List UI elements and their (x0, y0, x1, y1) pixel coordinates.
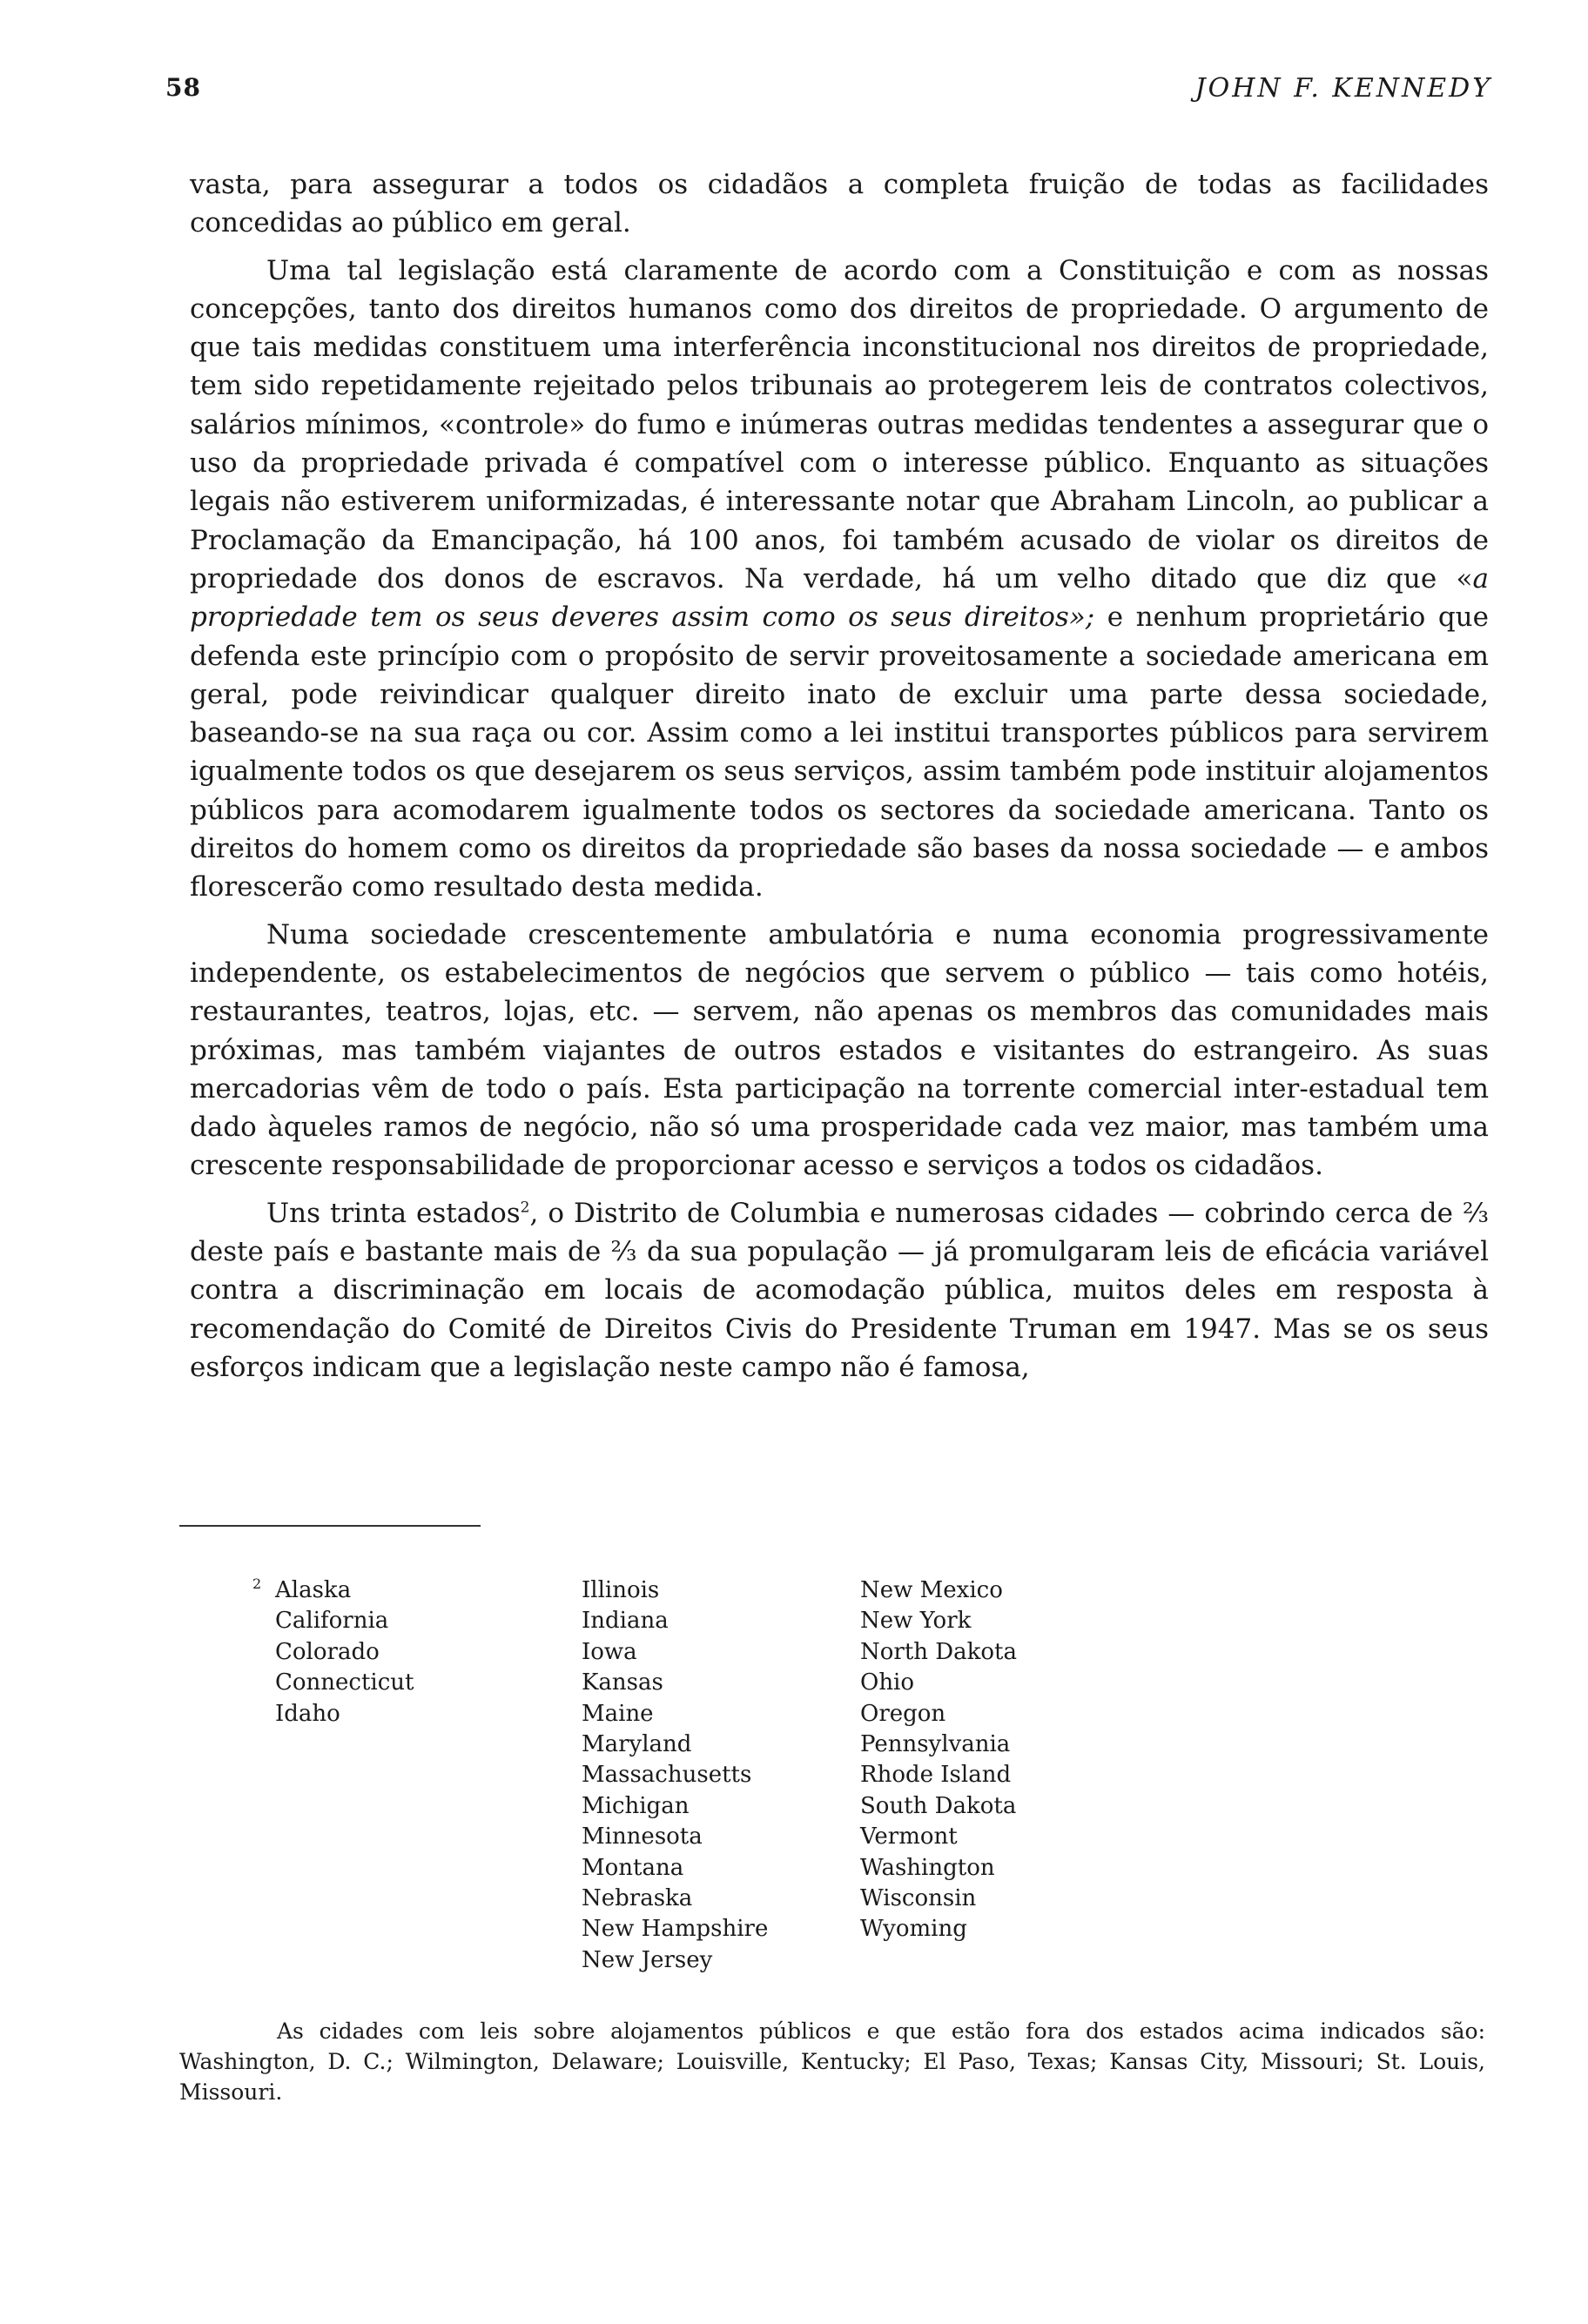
italic-quote: a propriedade tem os seus deveres assim como os seus direitos»; (190, 562, 1489, 634)
state-name: Rhode Island (860, 1762, 1012, 1789)
paragraph-3: Numa sociedade crescentemente ambulatória e numa economia progressivamente independente, os estabelecimentos de negócios que servem o público — tais como hotéis, restaurantes, teatros, lojas, etc. — servem, não apenas os membros das comunidades mais próximas, mas também viajantes de outros estados e visitantes do estrangeiro. As suas mercadorias vêm de todo o país. Esta participação na torrente comercial inter-estadual tem dado àqueles ramos de negócio, não só uma prosperidade cada vez maior, mas também uma crescente responsabilidade de proporcionar acesso e serviços a todos os cidadãos. (190, 918, 1489, 1182)
page-header (165, 73, 1492, 111)
state-name: Alaska (275, 1577, 352, 1603)
running-head: JOHN F. KENNEDY (1194, 73, 1492, 104)
state-column-3 (860, 1575, 1017, 1945)
footnote-reference: 2 (520, 1199, 530, 1217)
state-name: Illinois (582, 1577, 660, 1603)
paragraph-2 (190, 252, 1489, 907)
state-name: Massachusetts (582, 1762, 752, 1789)
state-name: New Hampshire (582, 1916, 769, 1943)
footnote-note (179, 2016, 1485, 2107)
state-name: Nebraska (582, 1885, 693, 1912)
state-name: Michigan (582, 1792, 690, 1819)
state-name: Oregon (860, 1700, 946, 1727)
paragraph-1: vasta, para assegurar a todos os cidadãos a completa fruição de todas as facilidades concedidas ao público em geral. (190, 169, 1489, 239)
state-name: Kansas (582, 1669, 663, 1696)
footnote-note-text: As cidades com leis sobre alojamentos públicos e que estão fora dos estados acima indicados são: Washington, D. C.; Wilmington, Delaware; Louisville, Kentucky; El Paso, Texas; Kansas City, Missouri; St. Louis, Missouri. (179, 2018, 1485, 2105)
paragraph-2-text-a: Uma tal legislação está claramente de acordo com a Constituição e com as nossas concepções, tanto dos direitos humanos como dos direitos de propriedade. O argumento de que tais medidas constituem uma interferência inconstitucional nos direitos de propriedade, tem sido repetidamente rejeitado pelos tribunais ao protegerem leis de contratos colectivos, salários mínimos, «controle» do fumo e inúmeras outras medidas tendentes a assegurar que o uso da propriedade privada é compatível com o interesse público. Enquanto as situações legais não estiverem uniformizadas, é interessante notar que Abraham Lincoln, ao publicar a Proclamação da Emancipação, há 100 anos, foi também acusado de violar os direitos de propriedade dos donos de escravos. Na verdade, há um velho ditado que diz que « (190, 254, 1489, 594)
state-name: Ohio (860, 1669, 915, 1696)
state-name: Maryland (582, 1731, 692, 1758)
state-name: Maine (582, 1700, 654, 1727)
state-name: South Dakota (860, 1792, 1017, 1819)
state-name: Connecticut (275, 1669, 414, 1696)
footnote-marker: 2 (252, 1575, 262, 1592)
state-name: Pennsylvania (860, 1731, 1011, 1758)
state-name: Wisconsin (860, 1885, 977, 1912)
state-name: Iowa (582, 1638, 637, 1665)
state-name: New Mexico (860, 1577, 1003, 1603)
state-name: North Dakota (860, 1638, 1017, 1665)
state-name: New Jersey (582, 1946, 713, 1973)
footnote-state-list (0, 1575, 1588, 1993)
state-name: Vermont (860, 1824, 958, 1850)
body-text (190, 165, 1489, 1395)
paragraph-4 (190, 1194, 1489, 1387)
state-column-2 (582, 1575, 768, 1976)
state-name: Washington (860, 1854, 995, 1881)
state-name: New York (860, 1608, 972, 1635)
state-column-1 (275, 1575, 414, 1730)
state-name: Indiana (582, 1608, 669, 1635)
paragraph-2-text-b: e nenhum proprietário que defenda este princípio com o propósito de servir proveitosamente a sociedade americana em geral, pode reivindicar qualquer direito inato de excluir uma parte dessa sociedade, baseando-se na sua raça ou cor. Assim como a lei institui transportes públicos para servirem igualmente todos os que desejarem os seus serviços, assim também pode instituir alojamentos públicos para acomodarem igualmente todos os sectores da sociedade americana. Tanto os direitos do homem como os direitos da propriedade são bases da nossa sociedade — e ambos florescerão como resultado desta medida. (190, 601, 1489, 903)
state-name: California (275, 1608, 389, 1635)
paragraph-4-text-b: , o Distrito de Columbia e numerosas cidades — cobrindo cerca de ⅔ deste país e bastante mais de ⅔ da sua população — já promulgaram leis de eficácia variável contra a discriminação em locais de acomodação pública, muitos deles em resposta à recomendação do Comité de Direitos Civis do Presidente Truman em 1947. Mas se os seus esforços indicam que a legislação neste campo não é famosa, (190, 1197, 1490, 1383)
state-name: Idaho (275, 1700, 340, 1727)
paragraph-4-text-a: Uns trinta estados (266, 1197, 521, 1229)
state-name: Montana (582, 1854, 684, 1881)
page-number: 58 (165, 73, 201, 102)
state-name: Wyoming (860, 1916, 967, 1943)
state-name: Colorado (275, 1638, 380, 1665)
footnote-divider (179, 1525, 481, 1527)
state-name: Minnesota (582, 1824, 703, 1850)
